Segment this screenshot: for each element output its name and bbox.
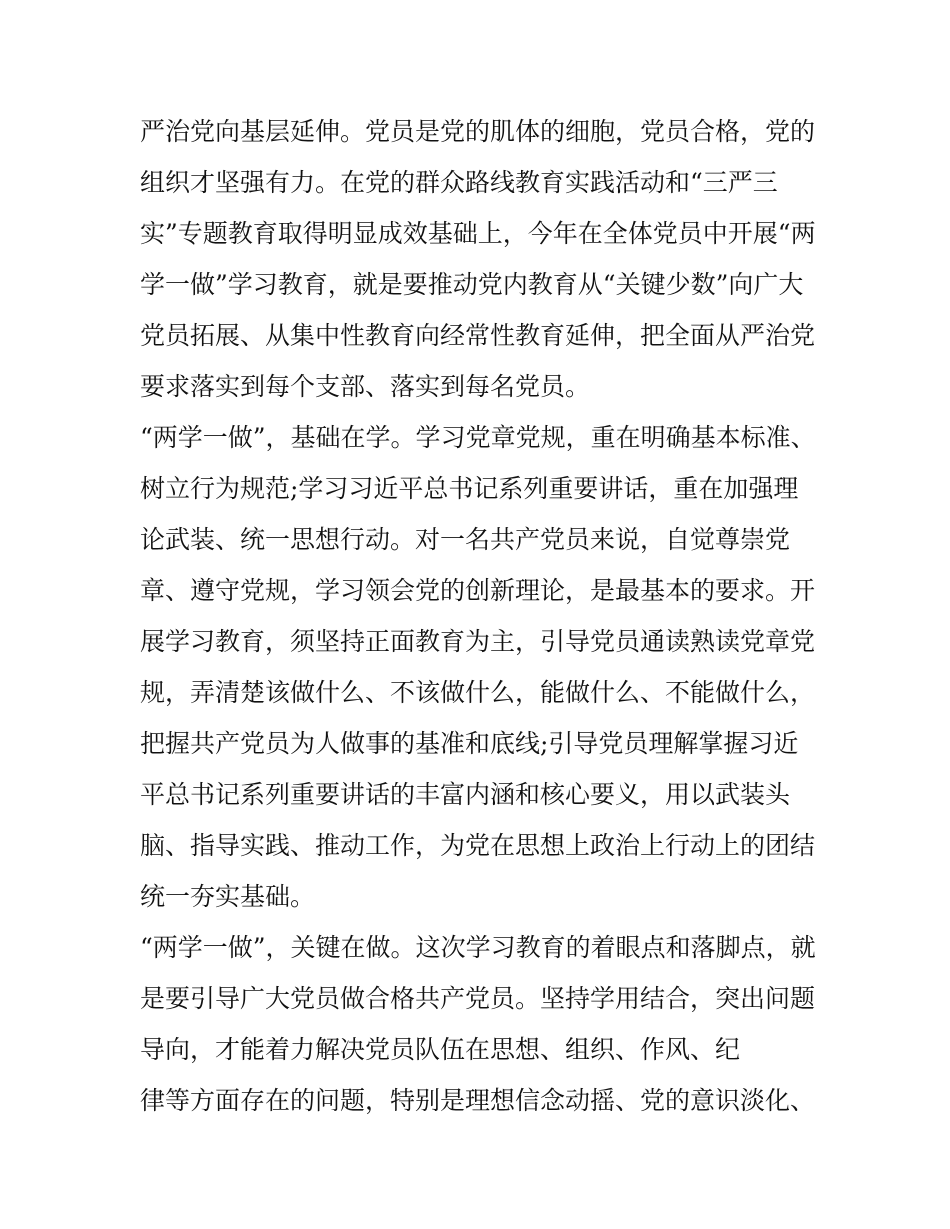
text-line: 学一做”学习教育，就是要推动党内教育从“关键少数”向广大 bbox=[140, 270, 804, 299]
text-line: 是要引导广大党员做合格共产党员。坚持学用结合，突出问题 bbox=[140, 984, 816, 1013]
text-line: 律等方面存在的问题，特别是理想信念动摇、党的意识淡化、 bbox=[140, 1086, 816, 1115]
text-line: 组织才坚强有力。在党的群众路线教育实践活动和“三严三 bbox=[140, 168, 778, 197]
text-line: 树立行为规范;学习习近平总书记系列重要讲话，重在加强理 bbox=[140, 474, 799, 503]
text-line: 章、遵守党规，学习领会党的创新理论，是最基本的要求。开 bbox=[140, 576, 816, 605]
text-line: “两学一做”，关键在做。这次学习教育的着眼点和落脚点，就 bbox=[140, 933, 816, 962]
body-text bbox=[140, 106, 820, 1126]
text-line: 严治党向基层延伸。党员是党的肌体的细胞，党员合格，党的 bbox=[140, 117, 816, 146]
text-line: 统一夯实基础。 bbox=[140, 882, 316, 911]
text-line: 党员拓展、从集中性教育向经常性教育延伸，把全面从严治党 bbox=[140, 321, 816, 350]
text-line: 脑、指导实践、推动工作，为党在思想上政治上行动上的团结 bbox=[140, 831, 816, 860]
text-line: 平总书记系列重要讲话的丰富内涵和核心要义，用以武装头 bbox=[140, 780, 791, 809]
text-line: 要求落实到每个支部、落实到每名党员。 bbox=[140, 372, 591, 401]
text-line: 实”专题教育取得明显成效基础上，今年在全体党员中开展“两 bbox=[140, 219, 816, 248]
text-line: “两学一做”，基础在学。学习党章党规，重在明确基本标准、 bbox=[140, 423, 816, 452]
text-line: 把握共产党员为人做事的基准和底线;引导党员理解掌握习近 bbox=[140, 729, 799, 758]
text-line: 论武装、统一思想行动。对一名共产党员来说，自觉尊崇党 bbox=[140, 525, 791, 554]
text-line: 展学习教育，须坚持正面教育为主，引导党员通读熟读党章党 bbox=[140, 627, 816, 656]
text-line: 规，弄清楚该做什么、不该做什么，能做什么、不能做什么， bbox=[140, 678, 816, 707]
text-line: 导向，才能着力解决党员队伍在思想、组织、作风、纪 bbox=[140, 1035, 741, 1064]
